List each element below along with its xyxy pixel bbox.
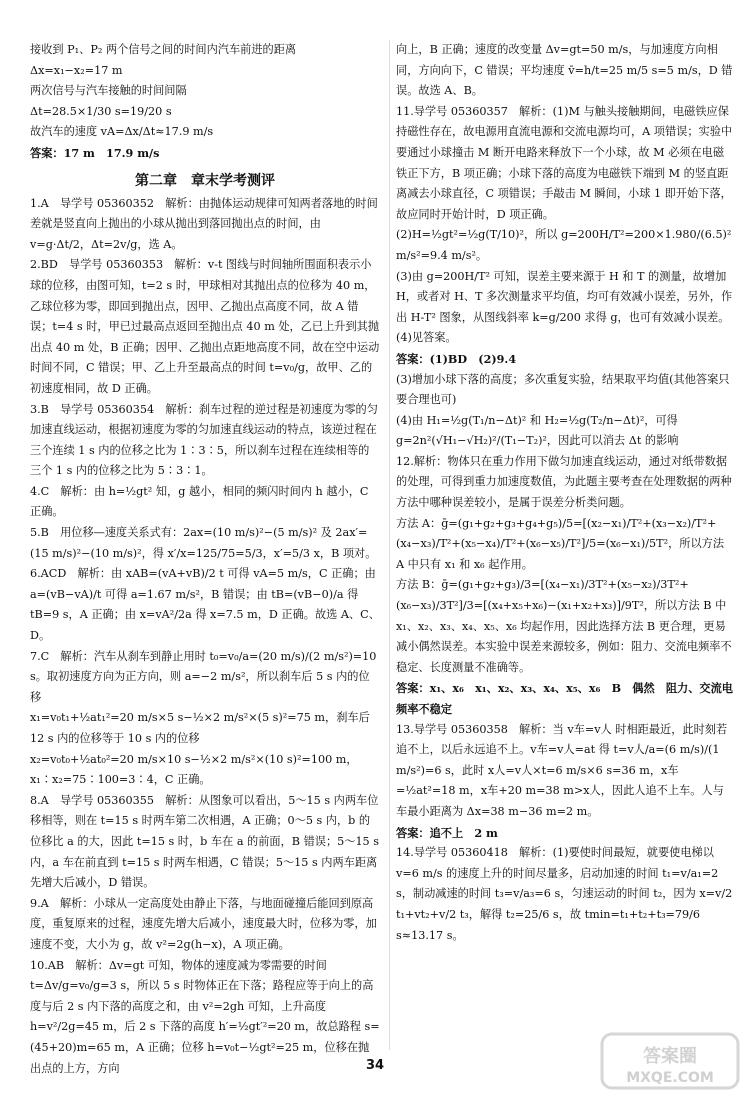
answer-11-2: (2)H=½gt²=½g(T/10)²，所以 g=200H/T²=200×1.980/(6.5)² m/s²=9.4 m/s²。: [396, 228, 735, 262]
answer-2: 2.BD 导学号 05360353 解析：v-t 图线与时间轴所围面积表示小球的位移，由图可知，t=2 s 时，甲球相对其抛出点的位移为 40 m，乙球位移为零，即回到抛出点，因甲、乙抛出点高度不同，故 A 错误；t=4 s 时，甲已过最高点返回至抛出点 40 m 处，乙已上升到其抛出点 40 m 处，B 正确；因甲、乙抛出点距地高度不同，故在空中运动时间不同，C 错误；甲、乙上升至最高点的时间 t=v₀/g，故甲、乙的初速度相同，故 D 正确。: [30, 258, 380, 395]
answer-9: 9.A 解析：小球从一定高度处由静止下落，与地面碰撞后能回到原高度，重复原来的过程，速度先增大后减小，速度最大时，位移为零，加速度不变，大小为 g，故 v²=2g(h−x)，A 项正确。: [30, 896, 377, 951]
answer-10: 10.AB 解析：Δv=gt 可知，物体的速度减为零需要的时间 t=Δv/g=v₀/g=3 s，所以 5 s 时物体正在下落；路程应等于向上的高度与后 2 s 内下落的高度之和，由 v²=2gh 可知，上升高度 h=v²/2g=45 m，后 2 s 下落的高度 h′=½gt′²=20 m，故总路程 s=(45+20)m=65 m，A 正确；位移 h=v₀t−½gt²=25 m，位移在抛出点的上方，方向: [30, 958, 380, 1075]
chapter-title: 第二章 章末学考测评: [135, 172, 275, 189]
top-line-1: 接收到 P₁、P₂ 两个信号之间的时间内汽车前进的距离: [30, 43, 297, 56]
answer-3: 3.B 导学号 05360354 解析：刹车过程的逆过程是初速度为零的匀加速直线运动，根据初速度为零的匀加速直线运动的特点，该逆过程在三个连续 1 s 内的位移之比为 1∶3∶5，所以刹车过程在连续相等的三个 1 s 内的位移之比为 5∶3∶1。: [30, 402, 378, 478]
top-line-4: Δt=28.5×1/30 s=19/20 s: [30, 104, 172, 118]
answer-11-key-4: (4)由 H₁=½g(T₁/n−Δt)² 和 H₂=½g(T₂/n−Δt)²，可得 g=2n²(√H₁−√H₂)²/(T₁−T₂)²，因此可以消去 Δt 的影响: [396, 413, 682, 448]
page-number: 34: [365, 1058, 385, 1073]
answer-7c: x₂=v₀t₀+½at₀²=20 m/s×10 s−½×2 m/s²×(10 s)²=100 m，x₁∶x₂=75∶100=3∶4，C 正确。: [30, 752, 358, 787]
answer-8: 8.A 导学号 05360355 解析：从图象可以看出，5～15 s 内两车位移相等，则在 t=15 s 时两车第二次相遇，A 正确；0～5 s 内，b 的位移比 a 的大，因此 t=15 s 时，b 车在 a 的前面，B 错误；5～15 s 内，a 车在前直到 t=15 s 时两车相遇，C 错误；5～15 s 内两车距离先增大后减小，D 错误。: [30, 793, 383, 890]
answer-5: 5.B 用位移—速度关系式有：2ax=(10 m/s)²−(5 m/s)² 及 2ax′=(15 m/s)²−(10 m/s)²，得 x′/x=125/75=5/3，x′=5/3 x，B 项对。: [30, 526, 377, 560]
right-column: [396, 0, 734, 946]
answer-12: 12.解析：物体只在重力作用下做匀加速直线运动，通过对纸带数据的处理，可得到重力加速度数值，为此题主要考查在处理数据的两种方法中哪种误差较小，是属于误差分析类问题。: [396, 454, 732, 510]
svg-text:答案圈: 答案圈: [643, 1046, 697, 1067]
answer-13-key: 答案：追不上 2 m: [396, 825, 498, 840]
answer-12-method-b: 方法 B：ḡ=(g₁+g₂+g₃)/3=[(x₄−x₁)/3T²+(x₅−x₂)/3T²+(x₆−x₃)/3T²]/3=[(x₄+x₅+x₆)−(x₁+x₂+x₃)]/9T²，所以方法 B 中 x₁、x₂、x₃、x₄、x₅、x₆ 均起作用，因此选择方法 B 更合理，更易减小偶然误差。本实验中误差来源较多，例如：阻力、交流电频率不稳定、长度测量不准确等。: [396, 578, 732, 674]
column-divider: [389, 40, 390, 1050]
top-line-3: 两次信号与汽车接触的时间间隔: [30, 84, 187, 98]
answer-10-cont: 向上，B 正确；速度的改变量 Δv=gt=50 m/s，与加速度方向相同，方向向下，C 错误；平均速度 v̄=h/t=25 m/5 s=5 m/s，D 错误。故选 A、B。: [396, 43, 733, 98]
left-column: [30, 0, 383, 1079]
answer-14: 14.导学号 05360418 解析：(1)要使时间最短，就要使电梯以 v=6 m/s 的速度上升的时间尽量多，启动加速的时间 t₁=v/a₁=2 s，制动减速的时间 t₃=v/a₃=6 s，匀速运动的时间 t₂，因为 x=v/2 t₁+vt₂+v/2 t₃，解得 t₂=25/6 s，故 tmin=t₁+t₂+t₃=79/6 s≈13.17 s。: [396, 846, 736, 942]
top-line-2: Δx=x₁−x₂=17 m: [30, 63, 123, 77]
top-line-5: 故汽车的速度 vA=Δx/Δt≈17.9 m/s: [30, 125, 214, 139]
top-answer: 答案：17 m 17.9 m/s: [30, 145, 160, 160]
answer-11-3: (3)由 g=200H/T² 可知，误差主要来源于 H 和 T 的测量，故增加 H，或者对 H、T 多次测量求平均值，均可有效减小误差，另外，作出 H-T² 图象，从图线斜率 k=g/200 求得 g，也可有效减小误差。: [396, 269, 733, 324]
answer-12-method-a: 方法 A：ḡ=(g₁+g₂+g₃+g₄+g₅)/5=[(x₂−x₁)/T²+(x₃−x₂)/T²+(x₄−x₃)/T²+(x₅−x₄)/T²+(x₆−x₅)/T²]/5=(x₆−x₁)/5T²，所以方法 A 中只有 x₁ 和 x₆ 起作用。: [396, 516, 728, 571]
answer-1: 1.A 导学号 05360352 解析：由抛体运动规律可知两者落地的时间差就是竖直向上抛出的小球从抛出到落回抛出点的时间，由 v=g·Δt/2，Δt=2v/g，选 A。: [30, 196, 378, 251]
answer-7b: x₁=v₀t₁+½at₁²=20 m/s×5 s−½×2 m/s²×(5 s)²=75 m，刹车后 12 s 内的位移等于 10 s 内的位移: [30, 711, 374, 745]
svg-text:MXQE.COM: MXQE.COM: [626, 1070, 714, 1086]
answer-4: 4.C 解析：由 h=½gt² 知，g 越小，相同的频闪时间内 h 越小，C 正确。: [30, 484, 373, 519]
answer-6: 6.ACD 解析：由 xAB=(vA+vB)/2 t 可得 vA=5 m/s，C 正确；由 a=(vB−vA)/t 可得 a=1.67 m/s²，B 错误；由 tB=(vB−0)/a 得 tB=9 s，A 正确；由 x=vA²/2a 得 x=7.5 m，D 正确。故选 A、C、D。: [30, 567, 380, 643]
answer-11: 11.导学号 05360357 解析：(1)M 与触头接触期间，电磁铁应保持磁性存在，故电源用直流电源和交流电源均可，A 项错误；实验中要通过小球撞击 M 断开电路来释放下一个小球，故 M 必须在电磁铁正下方，B 项正确；小球下落的高度为电磁铁下端到 M 的竖直距离减去小球直径，C 项错误；手敲击 M 瞬间，小球 1 即开始下落，故应同时开始计时，D 项正确。: [396, 104, 733, 221]
answer-7a: 7.C 解析：汽车从刹车到静止用时 t₀=v₀/a=(20 m/s)/(2 m/s²)=10 s。取初速度方向为正方向，则 a=−2 m/s²，所以刹车后 5 s 内的位移: [30, 649, 380, 704]
answer-13: 13.导学号 05360358 解析：当 v车=v人 时相距最近，此时刻若追不上，以后永远追不上。v车=v人=at 得 t=v人/a=(6 m/s)/(1 m/s²)=6 s，此时 x人=v人×t=6 m/s×6 s=36 m，x车=½at²=18 m，x车+20 m=38 m>x人，因此人追不上车。人与车最小距离为 Δx=38 m−36 m=2 m。: [396, 722, 728, 818]
answer-11-key-3: (3)增加小球下落的高度；多次重复实验，结果取平均值(其他答案只要合理也可): [396, 372, 730, 407]
answer-11-key: 答案：(1)BD (2)9.4: [396, 351, 517, 366]
answer-11-4: (4)见答案。: [396, 331, 457, 345]
answer-12-key: 答案：x₁、x₆ x₁、x₂、x₃、x₄、x₅、x₆ B 偶然 阻力、交流电频率不稳定: [396, 681, 733, 716]
watermark-logo: [600, 1030, 740, 1092]
